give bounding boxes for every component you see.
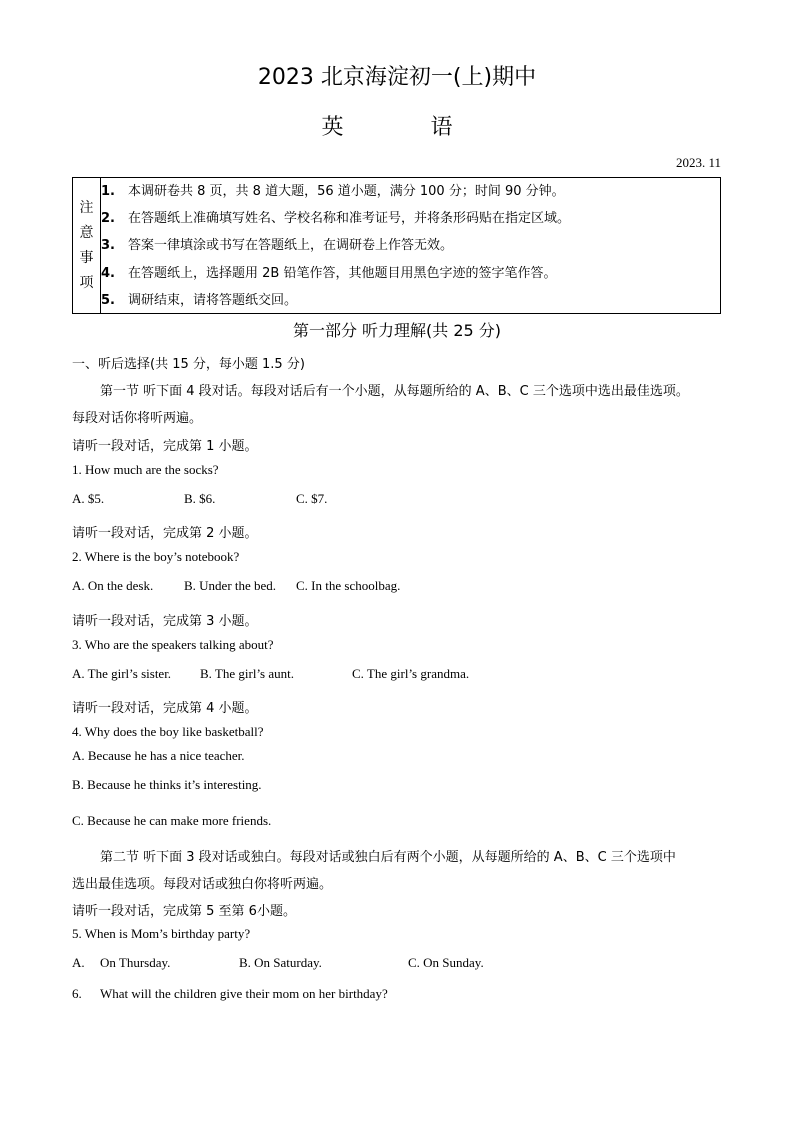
notice-label-char: 意 xyxy=(79,224,94,241)
notice-item-text: 调研结束，请将答题纸交回。 xyxy=(128,293,298,308)
notice-box xyxy=(72,177,721,314)
question-text: 2. Where is the boy’s notebook? xyxy=(72,549,240,564)
notice-item-number: 5. xyxy=(101,293,115,308)
option-a: A. $5. xyxy=(72,491,105,506)
notice-item xyxy=(101,234,453,253)
notice-item-text: 本调研卷共 8 页，共 8 道大题，56 道小题，满分 100 分；时间 90 分钟。 xyxy=(128,184,565,199)
notice-item-number: 3. xyxy=(101,238,115,253)
question-text: 5. When is Mom’s birthday party? xyxy=(72,926,251,941)
notice-label xyxy=(73,178,101,313)
notice-item-number: 4. xyxy=(101,266,115,281)
option-c: C. In the schoolbag. xyxy=(296,578,401,593)
notice-item xyxy=(101,180,565,199)
option-c: C. $7. xyxy=(296,491,328,506)
option-b: B. The girl’s aunt. xyxy=(200,666,295,681)
option-a: A. Because he has a nice teacher. xyxy=(72,748,245,763)
notice-item-text: 答案一律填涂或书写在答题纸上，在调研卷上作答无效。 xyxy=(128,238,454,253)
option-a-letter: A. xyxy=(72,955,85,970)
option-b: B. Because he thinks it’s interesting. xyxy=(72,777,262,792)
question-text: 1. How much are the socks? xyxy=(72,462,219,477)
option-a: A. On the desk. xyxy=(72,578,154,593)
question-instruction: 请听一段对话，完成第 3 小题。 xyxy=(72,614,258,629)
option-a: A. The girl’s sister. xyxy=(72,666,172,681)
notice-item-number: 1. xyxy=(101,184,115,199)
notice-label-char: 事 xyxy=(79,249,94,266)
part-title: 第一部分 听力理解(共 25 分) xyxy=(292,321,502,340)
section-instruction: 第二节 听下面 3 段对话或独白。每段对话或独白后有两个小题，从每题所给的 A、B、C 三个选项中 xyxy=(100,850,676,865)
notice-item-number: 2. xyxy=(101,211,115,226)
section-instruction: 每段对话你将听两遍。 xyxy=(72,411,203,426)
question-text: 4. Why does the boy like basketball? xyxy=(72,724,264,739)
page-title: 2023 北京海淀初一(上)期中 xyxy=(257,65,537,90)
option-a: On Thursday. xyxy=(100,955,171,970)
question-instruction: 请听一段对话，完成第 4 小题。 xyxy=(72,701,258,716)
option-c: C. On Sunday. xyxy=(408,955,484,970)
notice-label-char: 项 xyxy=(79,274,94,291)
question-number: 6. xyxy=(72,986,82,1001)
section-instruction: 选出最佳选项。每段对话或独白你将听两遍。 xyxy=(72,877,333,892)
option-b: B. Under the bed. xyxy=(184,578,277,593)
option-b: B. $6. xyxy=(184,491,216,506)
option-b: B. On Saturday. xyxy=(239,955,322,970)
option-c: C. Because he can make more friends. xyxy=(72,813,272,828)
question-text: What will the children give their mom on her birthday? xyxy=(100,986,388,1001)
exam-date: 2023. 11 xyxy=(675,155,721,170)
subject-title: 英 语 xyxy=(321,115,493,140)
option-c: C. The girl’s grandma. xyxy=(352,666,470,681)
notice-item xyxy=(101,207,570,226)
question-instruction: 请听一段对话，完成第 5 至第 6小题。 xyxy=(72,904,296,919)
question-instruction: 请听一段对话，完成第 2 小题。 xyxy=(72,526,258,541)
section-heading: 一、听后选择(共 15 分，每小题 1.5 分) xyxy=(72,357,305,372)
notice-label-char: 注 xyxy=(79,199,94,216)
notice-item-text: 在答题纸上准确填写姓名、学校名称和准考证号，并将条形码贴在指定区域。 xyxy=(128,211,571,226)
question-text: 3. Who are the speakers talking about? xyxy=(72,637,274,652)
notice-item xyxy=(101,262,556,281)
notice-item-text: 在答题纸上，选择题用 2B 铅笔作答，其他题目用黑色字迹的签字笔作答。 xyxy=(128,266,557,281)
question-instruction: 请听一段对话，完成第 1 小题。 xyxy=(72,439,258,454)
notice-item xyxy=(101,289,297,308)
section-instruction: 第一节 听下面 4 段对话。每段对话后有一个小题，从每题所给的 A、B、C 三个选项中选出最佳选项。 xyxy=(100,384,689,399)
